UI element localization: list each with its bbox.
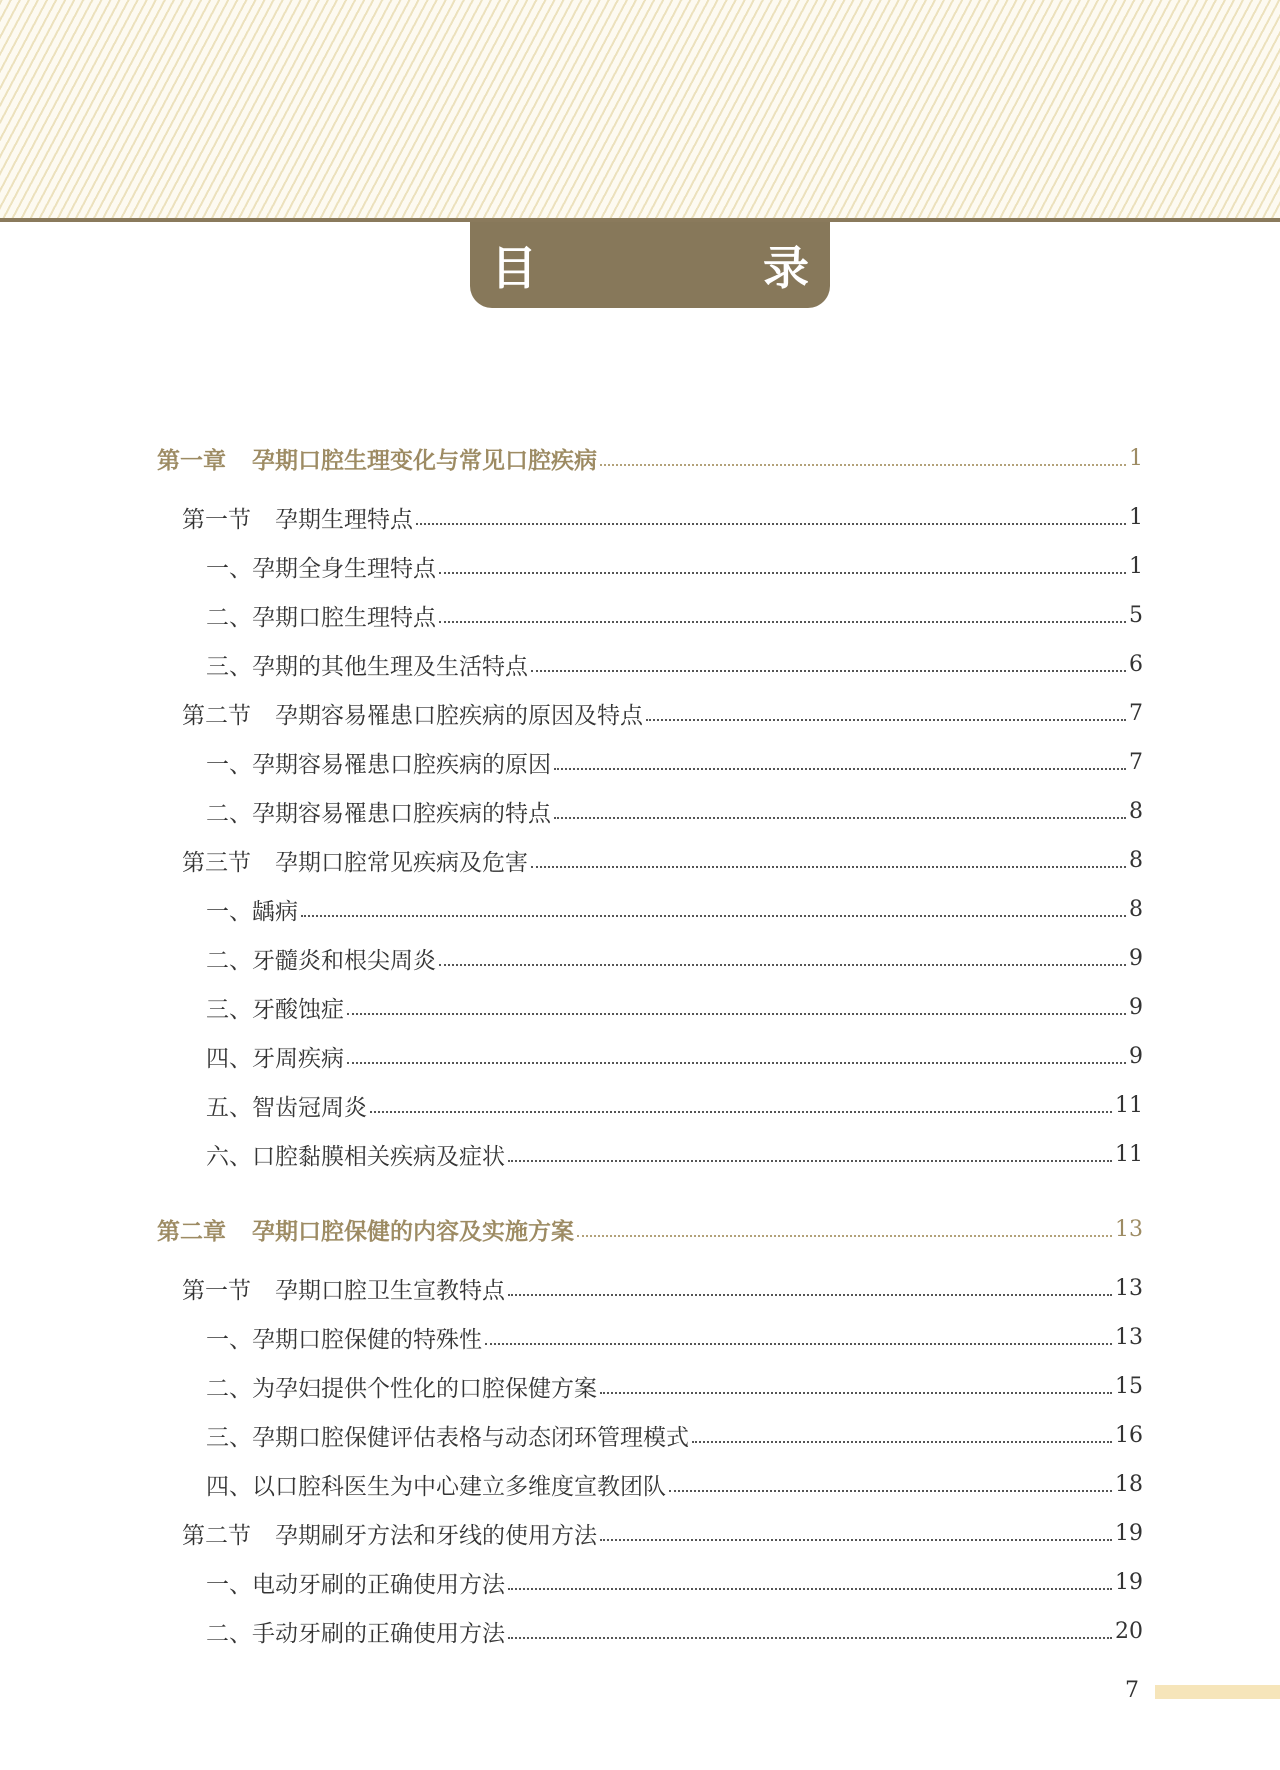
dot-leader	[416, 523, 1126, 525]
toc-item[interactable]	[206, 1038, 1143, 1074]
dot-leader	[600, 464, 1126, 466]
item-title: 一、孕期全身生理特点	[206, 555, 436, 582]
dot-leader	[301, 915, 1126, 917]
page-title: 目 录	[491, 241, 899, 295]
page-ref: 15	[1115, 1373, 1143, 1399]
toc-section[interactable]	[182, 1515, 1143, 1551]
toc-section[interactable]	[182, 499, 1143, 535]
dot-leader	[370, 1111, 1112, 1113]
page-ref: 1	[1129, 445, 1143, 471]
section-title: 孕期刷牙方法和牙线的使用方法	[275, 1522, 597, 1549]
item-title: 三、孕期口腔保健评估表格与动态闭环管理模式	[206, 1424, 689, 1451]
toc-item[interactable]	[206, 1466, 1143, 1502]
chapter-title: 孕期口腔生理变化与常见口腔疾病	[252, 446, 597, 474]
toc-item[interactable]	[206, 548, 1143, 584]
page-ref: 5	[1129, 602, 1143, 628]
toc-item[interactable]	[206, 597, 1143, 633]
dot-leader	[485, 1343, 1112, 1345]
item-title: 一、电动牙刷的正确使用方法	[206, 1571, 505, 1598]
toc-section[interactable]	[182, 695, 1143, 731]
section-number: 第二节	[182, 702, 251, 729]
page-ref: 13	[1115, 1324, 1143, 1350]
section-number: 第一节	[182, 1277, 251, 1304]
dot-leader	[347, 1062, 1126, 1064]
dot-leader	[508, 1637, 1112, 1639]
section-number: 第一节	[182, 506, 251, 533]
toc-item[interactable]	[206, 1417, 1143, 1453]
dot-leader	[508, 1294, 1112, 1296]
dot-leader	[347, 1013, 1126, 1015]
dot-leader	[669, 1490, 1112, 1492]
item-title: 一、孕期口腔保健的特殊性	[206, 1326, 482, 1353]
dot-leader	[692, 1441, 1112, 1443]
toc-item[interactable]	[206, 940, 1143, 976]
page-ref: 6	[1129, 651, 1143, 677]
toc-item[interactable]	[206, 744, 1143, 780]
item-title: 二、孕期容易罹患口腔疾病的特点	[206, 800, 551, 827]
toc-item[interactable]	[206, 1319, 1143, 1355]
page-ref: 20	[1115, 1618, 1143, 1644]
item-title: 二、孕期口腔生理特点	[206, 604, 436, 631]
toc-chapter-1[interactable]	[157, 440, 1143, 476]
item-title: 四、以口腔科医生为中心建立多维度宣教团队	[206, 1473, 666, 1500]
page-ref: 9	[1129, 945, 1143, 971]
page-ref: 16	[1115, 1422, 1143, 1448]
page-ref: 11	[1115, 1092, 1143, 1118]
toc-item[interactable]	[206, 989, 1143, 1025]
section-number: 第三节	[182, 849, 251, 876]
section-number: 第二节	[182, 1522, 251, 1549]
item-title: 一、龋病	[206, 898, 298, 925]
dot-leader	[439, 572, 1126, 574]
toc-item[interactable]	[206, 1564, 1143, 1600]
dot-leader	[646, 719, 1126, 721]
toc-item[interactable]	[206, 1136, 1143, 1172]
dot-leader	[554, 817, 1126, 819]
chapter-title: 孕期口腔保健的内容及实施方案	[252, 1217, 574, 1245]
page-ref: 1	[1129, 553, 1143, 579]
chapter-number: 第二章	[157, 1217, 226, 1245]
dot-leader	[439, 621, 1126, 623]
page-ref: 11	[1115, 1141, 1143, 1167]
dot-leader	[554, 768, 1126, 770]
item-title: 六、口腔黏膜相关疾病及症状	[206, 1143, 505, 1170]
page-ref: 19	[1115, 1569, 1143, 1595]
dot-leader	[600, 1392, 1112, 1394]
toc-section[interactable]	[182, 842, 1143, 878]
toc-item[interactable]	[206, 793, 1143, 829]
page-ref: 13	[1115, 1216, 1143, 1242]
toc-section[interactable]	[182, 1270, 1143, 1306]
item-title: 五、智齿冠周炎	[206, 1094, 367, 1121]
item-title: 二、手动牙刷的正确使用方法	[206, 1620, 505, 1647]
dot-leader	[508, 1160, 1112, 1162]
page-ref: 18	[1115, 1471, 1143, 1497]
page-ref: 8	[1129, 896, 1143, 922]
page-ref: 19	[1115, 1520, 1143, 1546]
item-title: 一、孕期容易罹患口腔疾病的原因	[206, 751, 551, 778]
toc-item[interactable]	[206, 1087, 1143, 1123]
toc-item[interactable]	[206, 646, 1143, 682]
dot-leader	[439, 964, 1126, 966]
section-title: 孕期口腔卫生宣教特点	[275, 1277, 505, 1304]
page-ref: 9	[1129, 1043, 1143, 1069]
dot-leader	[508, 1588, 1112, 1590]
page-ref: 7	[1129, 749, 1143, 775]
section-title: 孕期生理特点	[275, 506, 413, 533]
dot-leader	[531, 866, 1126, 868]
page-number: 7	[1125, 1678, 1139, 1703]
item-title: 二、牙髓炎和根尖周炎	[206, 947, 436, 974]
item-title: 三、牙酸蚀症	[206, 996, 344, 1023]
page-ref: 1	[1129, 504, 1143, 530]
item-title: 四、牙周疾病	[206, 1045, 344, 1072]
toc-chapter-2[interactable]	[157, 1211, 1143, 1247]
item-title: 三、孕期的其他生理及生活特点	[206, 653, 528, 680]
page-ref: 13	[1115, 1275, 1143, 1301]
dot-leader	[577, 1235, 1112, 1237]
toc-item[interactable]	[206, 1613, 1143, 1649]
section-title: 孕期容易罹患口腔疾病的原因及特点	[275, 702, 643, 729]
page-ref: 7	[1129, 700, 1143, 726]
toc-item[interactable]	[206, 891, 1143, 927]
page-ref: 8	[1129, 847, 1143, 873]
dot-leader	[600, 1539, 1112, 1541]
item-title: 二、为孕妇提供个性化的口腔保健方案	[206, 1375, 597, 1402]
dot-leader	[531, 670, 1126, 672]
chapter-number: 第一章	[157, 446, 226, 474]
toc-item[interactable]	[206, 1368, 1143, 1404]
section-title: 孕期口腔常见疾病及危害	[275, 849, 528, 876]
page-ref: 9	[1129, 994, 1143, 1020]
page-tab-decoration	[1155, 1685, 1280, 1699]
page-ref: 8	[1129, 798, 1143, 824]
